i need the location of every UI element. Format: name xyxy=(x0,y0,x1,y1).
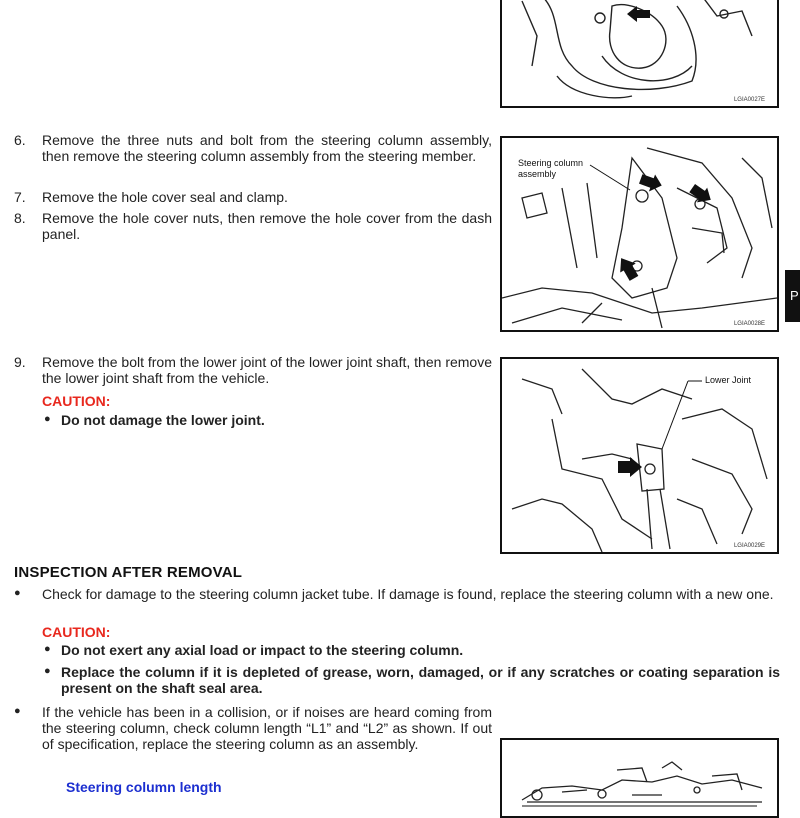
inspection-bullet-text: Check for damage to the steering column jacket tube. If damage is found, replace the steering column with a new one. xyxy=(42,586,774,602)
bullet-icon: ● xyxy=(14,587,21,599)
caution-item: Do not exert any axial load or impact to the steering column. xyxy=(61,642,464,658)
figure-steering-column-drawing xyxy=(502,740,777,816)
figure-callout-label: Lower Joint xyxy=(705,375,752,385)
section-heading: INSPECTION AFTER REMOVAL xyxy=(14,564,243,581)
caution-label: CAUTION: xyxy=(42,624,111,640)
caution-item: Do not damage the lower joint. xyxy=(61,412,265,428)
steering-column-length-subheading: Steering column length xyxy=(66,779,222,795)
caution-item: Replace the column if it is depleted of grease, worn, damaged, or if any scratches or coating separation is present on the shaft seal area. xyxy=(61,664,780,696)
section-side-tab: P xyxy=(785,270,800,322)
bullet-icon: ● xyxy=(44,643,51,655)
caution-label: CAUTION: xyxy=(42,393,111,409)
step-text: Remove the bolt from the lower joint of the lower joint shaft, then remove the lower joint shaft from the vehicle. xyxy=(42,354,492,386)
step-text: Remove the hole cover seal and clamp. xyxy=(42,189,288,205)
figure-id: LGIA0028E xyxy=(733,321,765,327)
bullet-icon: ● xyxy=(44,665,51,677)
step-number: 8. xyxy=(14,210,26,226)
inspection-bullet-text: If the vehicle has been in a collision, or if noises are heard coming from the steering column, check column length “L1” and “L2” as shown. If out of specification, replace the steering column as an assembly. xyxy=(42,704,492,752)
figure-lgia0027e xyxy=(500,0,779,108)
step-text: Remove the hole cover nuts, then remove the hole cover from the dash panel. xyxy=(42,210,492,242)
figure-lgia0028e xyxy=(500,136,779,332)
step-number: 9. xyxy=(14,354,26,370)
figure-steering-column-length xyxy=(500,738,779,818)
figure-lgia0027e-drawing xyxy=(502,0,777,106)
figure-lgia0029e xyxy=(500,357,779,554)
figure-id: LGIA0027E xyxy=(733,97,765,103)
figure-lgia0029e-drawing xyxy=(502,359,777,552)
bullet-icon: ● xyxy=(44,413,51,425)
step-text: Remove the three nuts and bolt from the steering column assembly, then remove the steering column assembly from the steering member. xyxy=(42,132,492,164)
figure-id: LGIA0029E xyxy=(733,543,765,549)
step-number: 6. xyxy=(14,132,26,148)
step-number: 7. xyxy=(14,189,26,205)
bullet-icon: ● xyxy=(14,705,21,717)
figure-callout-label: Steering column assembly xyxy=(518,158,584,179)
